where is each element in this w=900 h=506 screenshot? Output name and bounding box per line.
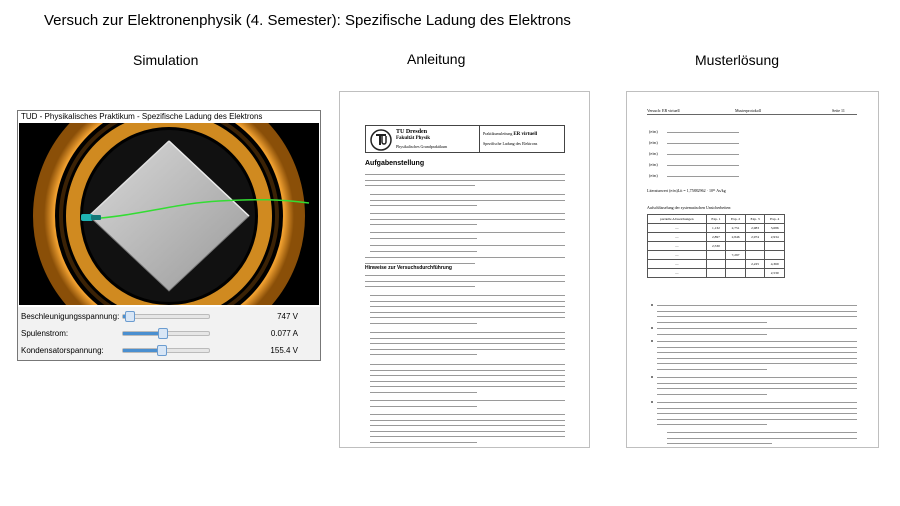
text-line [370,425,565,426]
text-line [370,194,565,195]
text-line [657,316,857,317]
text-line [657,402,857,403]
acceleration-voltage-value: 747 V [277,312,298,321]
text-line [365,263,475,264]
control-row-coil-current [18,326,320,342]
text-line [370,224,477,225]
text-line [667,143,739,144]
header-topic: Spezifische Ladung des Elektrons [483,141,538,146]
text-line [370,232,565,233]
text-line [370,349,565,350]
header-right: Seite 11 [832,108,845,113]
text-line [365,185,475,186]
heading-hinweise: Hinweise zur Versuchsdurchführung [365,265,452,271]
text-line [370,343,565,344]
text-line [370,200,565,201]
text-line [370,306,565,307]
text-line [370,392,477,393]
header-experiment-code: Praktikumsleitung ER virtuell [483,131,538,137]
formula-symbol: (e/m) [649,140,658,145]
text-line [657,408,857,409]
text-line [657,334,767,335]
coil-current-label: Spulenstrom: [21,329,69,338]
header-lab: Physikalisches Grundpraktikum [396,144,448,149]
bullet [651,304,653,306]
acceleration-voltage-slider-thumb[interactable] [125,311,135,322]
text-line [657,352,857,353]
text-line [370,400,565,401]
table-row: — 7,297 [648,251,785,260]
text-line [657,383,857,384]
formula-symbol: (e/m) [649,129,658,134]
text-line [657,419,857,420]
text-line [667,438,857,439]
text-line [365,174,565,175]
musterloesung-page [626,91,879,448]
text-line [667,443,772,444]
text-line [657,394,767,395]
header-university: TU Dresden [396,129,428,135]
header-center: Musterprotokoll [735,108,761,113]
text-line [657,311,857,312]
control-row-acceleration-voltage [18,309,320,325]
text-line [365,180,565,181]
header-left: Versuch: ER virtuell [647,108,680,113]
text-line [370,375,565,376]
text-line [370,338,565,339]
text-line [667,132,739,133]
header-faculty: Fakultät Physik [396,136,431,141]
acceleration-voltage-label: Beschleunigungsspannung: [21,312,120,321]
column-heading-simulation: Simulation [133,52,199,68]
text-line [370,386,565,387]
capacitor-voltage-slider-thumb[interactable] [157,345,167,356]
text-line [657,377,857,378]
capacitor-voltage-slider[interactable] [122,348,210,353]
text-line [657,341,857,342]
heading-aufgabenstellung: Aufgabenstellung [365,160,425,167]
formula-symbol: (e/m) [649,173,658,178]
text-line [370,332,565,333]
table-row: — 2,225 4,369 [648,260,785,269]
acceleration-voltage-slider[interactable] [122,314,210,319]
text-line [657,369,767,370]
slide-title: Versuch zur Elektronenphysik (4. Semester): Spezifische Ladung des Elektrons [44,12,571,29]
control-row-capacitor-voltage [18,343,320,359]
literature-value: Literaturwert (e/m)Lit = 1,75882962 · 10¹¹ As/kg [647,188,726,193]
text-line [370,431,565,432]
text-line [657,322,767,323]
text-line [657,413,857,414]
text-line [667,176,739,177]
simulation-controls [18,307,320,360]
coil-current-value: 0.077 A [270,329,298,338]
text-line [370,295,565,296]
text-line [657,358,857,359]
table-row: — 2,530 [648,242,785,251]
anleitung-page [339,91,590,448]
text-line [365,286,475,287]
text-line [365,281,565,282]
text-line [370,245,565,246]
table-header-row: partielle Abweichungen Exp. 1 Exp. 2 Exp. 3 Exp. 4 [648,215,785,224]
text-line [370,219,565,220]
text-line [667,165,739,166]
bullet [651,340,653,342]
coil-current-slider-thumb[interactable] [158,328,168,339]
bullet [651,327,653,329]
anleitung-header [365,125,565,153]
text-line [370,436,565,437]
text-line [657,424,767,425]
text-line [657,305,857,306]
text-line [370,370,565,371]
electron-tube-illustration [19,123,319,305]
coil-current-slider[interactable] [122,331,210,336]
simulation-window-title: TUD - Physikalisches Praktikum - Spezifische Ladung des Elektrons [18,111,320,123]
simulation-canvas[interactable] [19,123,319,305]
text-line [370,312,565,313]
capacitor-voltage-value: 155.4 V [270,346,298,355]
text-line [657,347,857,348]
table-row: — 2,897 2,846 2,974 2,934 [648,233,785,242]
text-line [365,275,565,276]
text-line [370,414,565,415]
text-line [370,381,565,382]
column-heading-anleitung: Anleitung [407,51,466,67]
text-line [370,442,477,443]
simulation-window [17,110,321,361]
text-line [370,420,565,421]
text-line [370,323,477,324]
text-line [657,328,857,329]
text-line [370,301,565,302]
table-row: — 2,530 [648,269,785,278]
capacitor-voltage-label: Kondensatorspannung: [21,346,104,355]
formula-symbol: (e/m) [649,151,658,156]
text-line [657,388,857,389]
text-line [657,363,857,364]
text-line [370,354,477,355]
tu-dresden-logo-icon [370,129,392,151]
bullet [651,401,653,403]
text-line [370,406,477,407]
text-line [667,432,857,433]
text-line [370,205,477,206]
text-line [365,257,565,258]
bullet [651,376,653,378]
table-row: — 1,132 2,751 2,983 3,686 [648,224,785,233]
column-heading-musterloesung: Musterlösung [695,52,780,68]
text-line [667,154,739,155]
table-caption: Aufschlüsselung der systematischen Unsicherheiten: [647,205,732,210]
text-line [370,317,565,318]
text-line [370,364,565,365]
text-line [370,251,477,252]
formula-symbol: (e/m) [649,162,658,167]
text-line [370,213,565,214]
uncertainty-table [647,214,785,278]
text-line [370,238,477,239]
